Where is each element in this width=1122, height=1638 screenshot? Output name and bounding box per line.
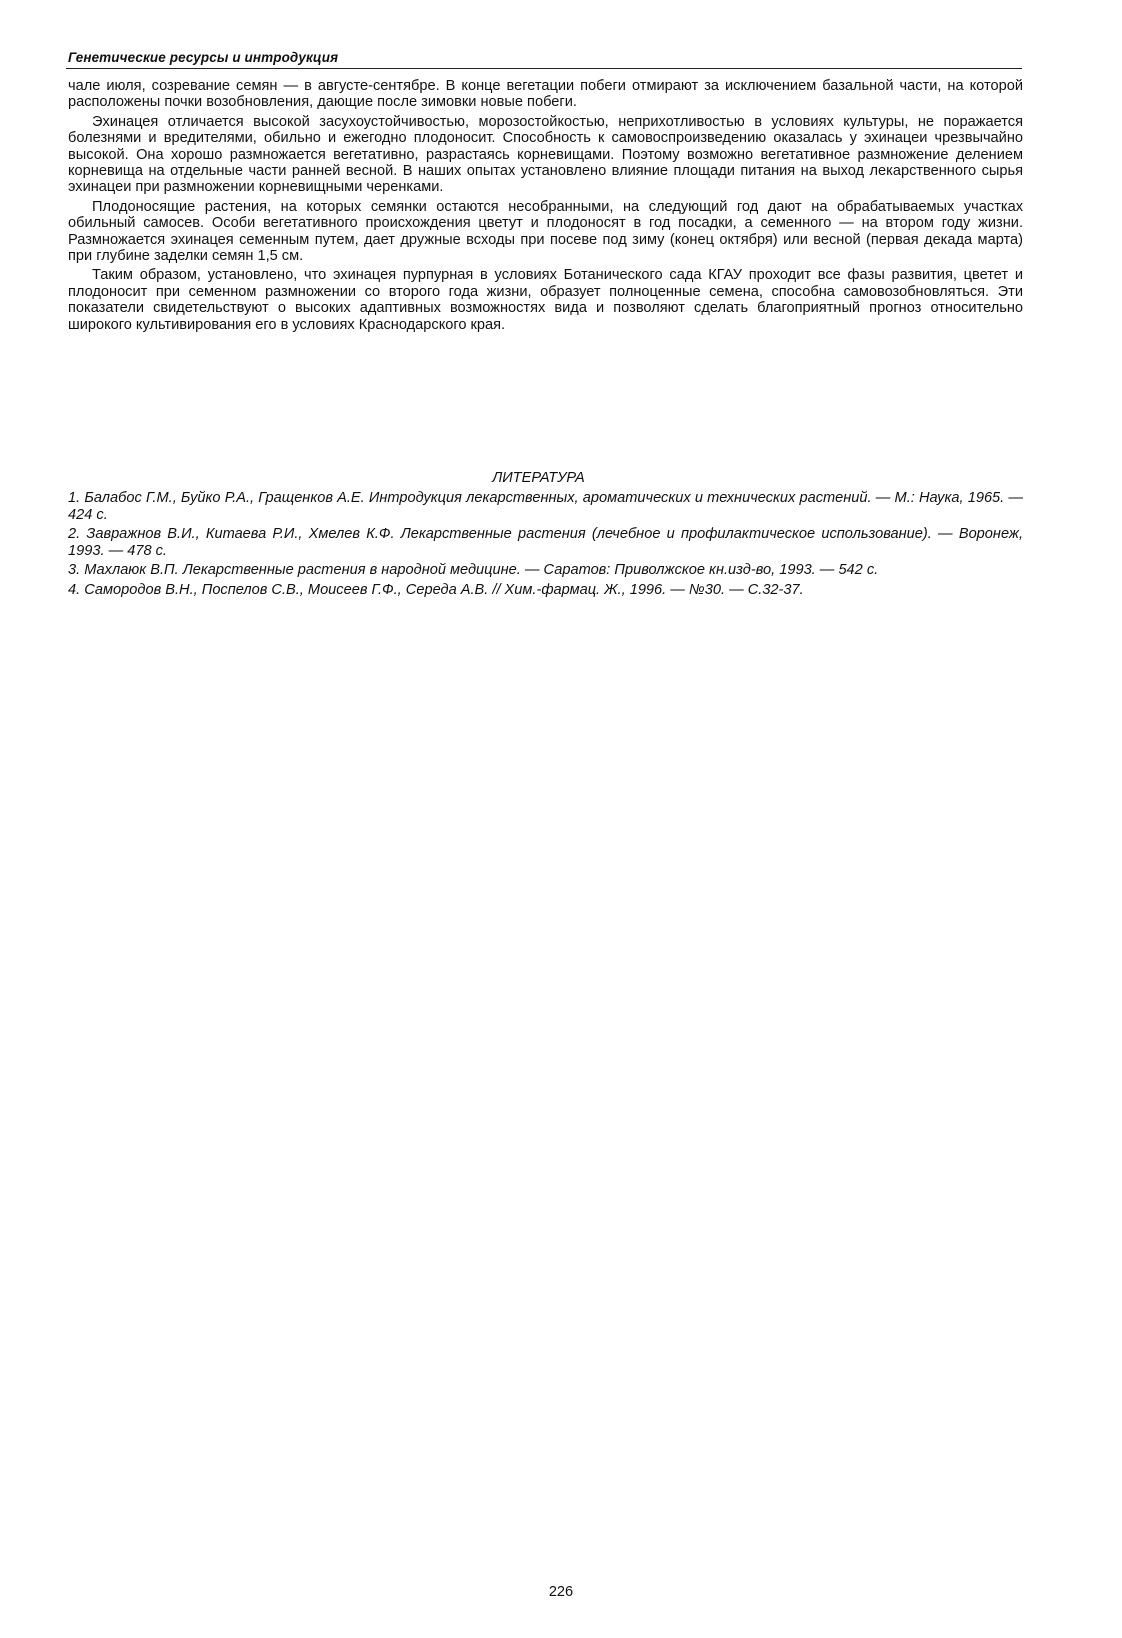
header-rule [66,68,1022,69]
references-title: ЛИТЕРАТУРА [492,470,585,486]
paragraph: Плодоносящие растения, на которых семянки остаются несобранными, на следующий год дают на обрабатываемых участках обильный самосев. Особи вегетативного происхождения цветут и плодоносят в год посадки, а семенного — на втором году жизни. Размножается эхинацея семенным путем, дает дружные всходы при посеве под зиму (конец октября) или весной (первая декада марта) при глубине заделки семян 1,5 см. [68,198,1023,265]
reference-item: 2. Завражнов В.И., Китаева Р.И., Хмелев К.Ф. Лекарственные растения (лечебное и профилактическое использование). — Воронеж, 1993. — 478 с. [68,526,1023,559]
body-text [68,78,1023,336]
paragraph: чале июля, созревание семян — в августе-сентябре. В конце вегетации побеги отмирают за исключением базальной части, на которой расположены почки возобновления, дающие после зимовки новые побеги. [68,78,1023,111]
running-header: Генетические ресурсы и интродукция [68,50,339,65]
reference-item: 4. Самородов В.Н., Поспелов С.В., Моисеев Г.Ф., Середа А.В. // Хим.-фармац. Ж., 1996. — №30. — С.32-37. [68,581,804,598]
references-list [68,490,1023,602]
page-number: 226 [548,1584,574,1600]
reference-item: 3. Махлаюк В.П. Лекарственные растения в народной медицине. — Саратов: Приволжское кн.изд-во, 1993. — 542 с. [68,562,879,579]
paragraph: Эхинацея отличается высокой засухоустойчивостью, морозостойкостью, неприхотливостью в условиях культуры, не поражается болезнями и вредителями, обильно и ежегодно плодоносит. Способность к самовоспроизведению оказалась у эхинацеи чрезвычайно высокой. Она хорошо размножается вегетативно, разрастаясь корневищами. Поэтому возможно вегетативное размножение делением корневища на отдельные части ранней весной. В наших опытах установлено влияние площади питания на выход лекарственного сырья эхинацеи при размножении корневищными черенками. [68,113,1023,196]
reference-item: 1. Балабос Г.М., Буйко Р.А., Гращенков А.Е. Интродукция лекарственных, ароматических и технических растений. — М.: Наука, 1965. — 424 с. [68,490,1023,523]
paragraph: Таким образом, установлено, что эхинацея пурпурная в условиях Ботанического сада КГАУ проходит все фазы развития, цветет и плодоносит при семенном размножении со второго года жизни, образует полноценные семена, способна самовозобновляться. Эти показатели свидетельствуют о высоких адаптивных возможностях вида и позволяют сделать благоприятный прогноз относительно широкого культивирования его в условиях Краснодарского края. [68,267,1023,333]
